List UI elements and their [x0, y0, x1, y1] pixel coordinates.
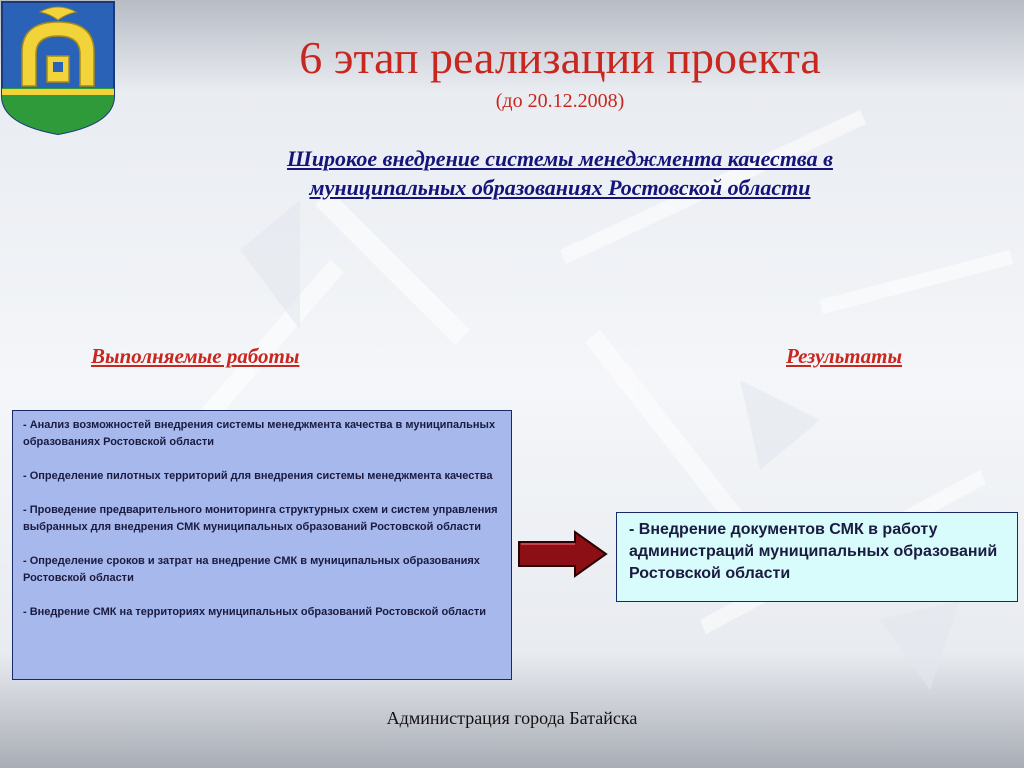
result-box: - Внедрение документов СМК в работу администраций муниципальных образований Ростовской области: [616, 512, 1018, 602]
footer-text: Администрация города Батайска: [386, 708, 638, 728]
results-heading: Результаты: [786, 344, 903, 368]
arrow-right-icon: [517, 530, 609, 578]
batajsk-coat-of-arms-icon: [0, 0, 116, 136]
works-item: - Определение сроков и затрат на внедрение СМК в муниципальных образованиях Ростовской области: [23, 555, 480, 584]
works-item: - Проведение предварительного мониторинга структурных схем и систем управления выбранных для внедрения СМК муниципальных образований Ростовской области: [23, 504, 498, 533]
works-heading: Выполняемые работы: [91, 344, 300, 368]
lead-statement: Широкое внедрение системы менеджмента качества в муниципальных образованиях Ростовской области: [287, 146, 833, 200]
works-list: [12, 410, 512, 680]
works-item: - Внедрение СМК на территориях муниципальных образований Ростовской области: [23, 606, 487, 618]
slide-subtitle: (до 20.12.2008): [495, 90, 625, 112]
works-item: - Анализ возможностей внедрения системы менеджмента качества в муниципальных образованиях Ростовской области: [23, 419, 496, 448]
works-item: - Определение пилотных территорий для внедрения системы менеджмента качества: [23, 470, 493, 482]
slide-title: 6 этап реализации проекта: [299, 32, 821, 83]
